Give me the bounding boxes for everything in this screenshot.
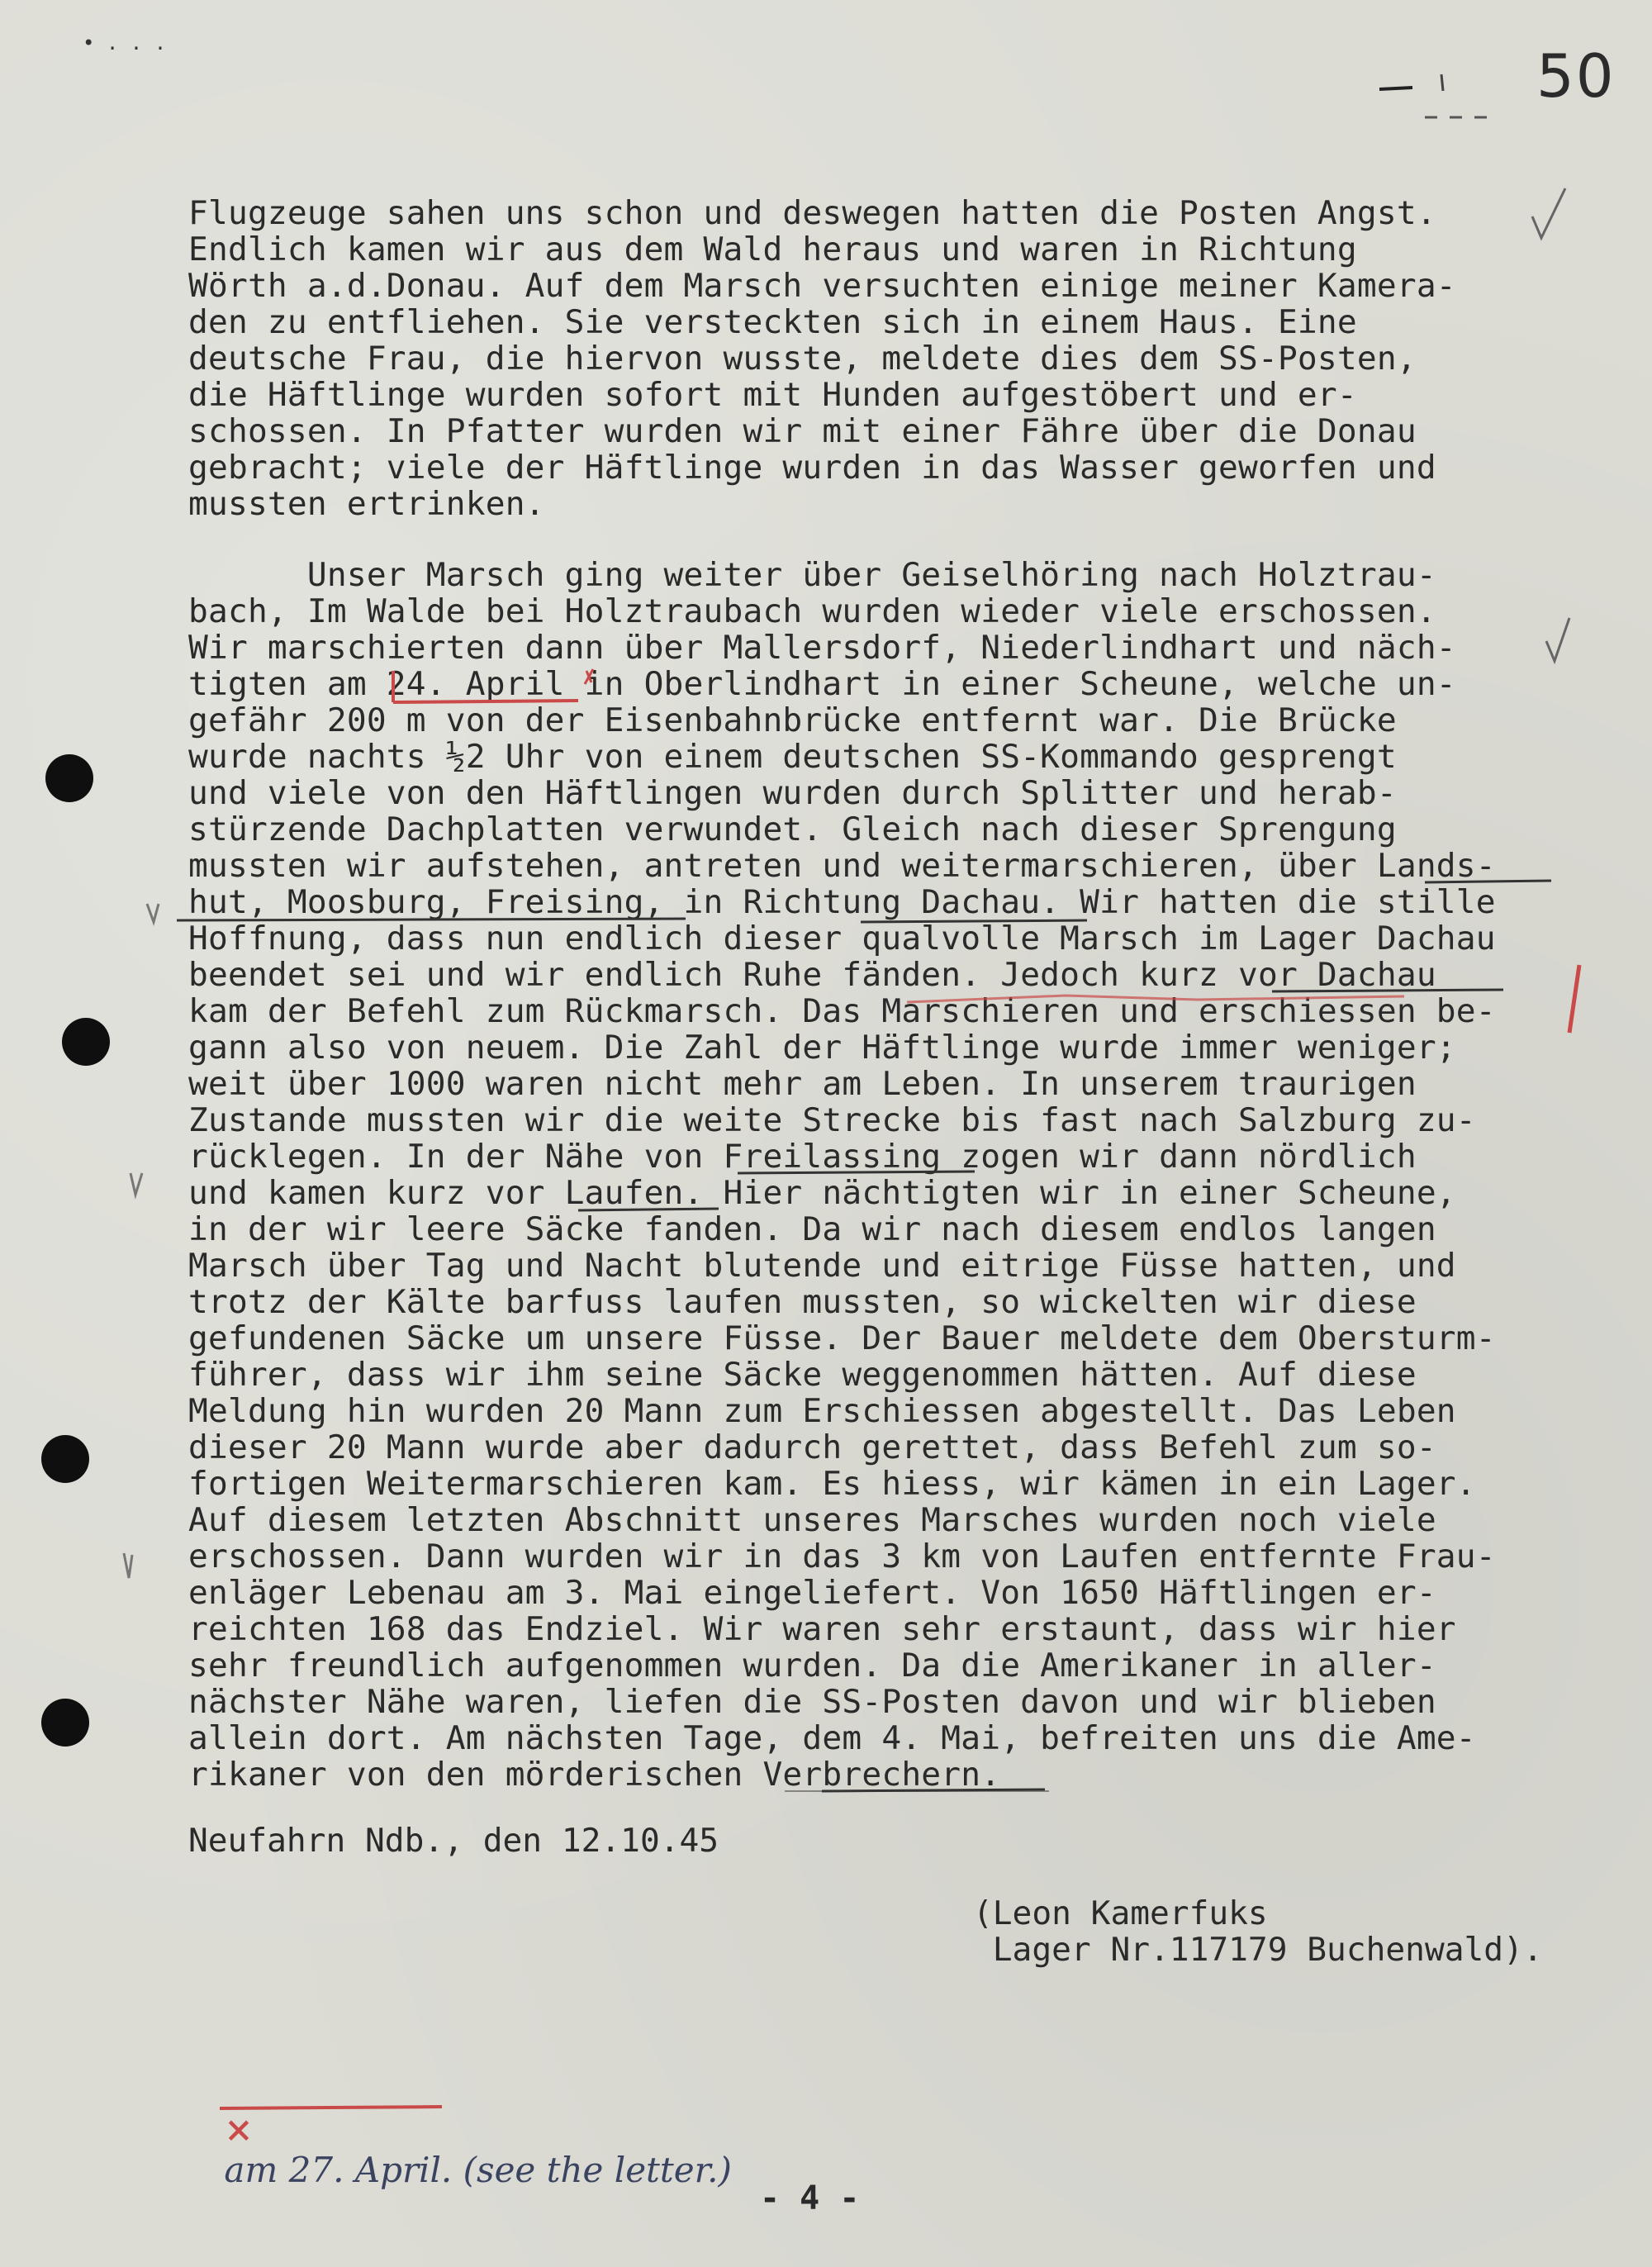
text-line: mussten wir aufstehen, antreten und weitermarschieren, über Lands- (188, 847, 1496, 885)
place-date: Neufahrn Ndb., den 12.10.45 (188, 1822, 719, 1860)
pencil-underline (177, 919, 686, 920)
pencil-underline (578, 1209, 719, 1210)
pencil-underline (861, 920, 1087, 922)
handwritten-star: × (224, 2109, 254, 2150)
page-number: 50 (1536, 41, 1616, 111)
red-pencil-mark (393, 671, 578, 702)
text-line: gann also von neuem. Die Zahl der Häftlinge wurde immer weniger; (188, 1029, 1456, 1067)
signature-line: Lager Nr.117179 Buchenwald). (973, 1931, 1543, 1969)
text-line: Meldung hin wurden 20 Mann zum Erschiessen abgestellt. Das Leben (188, 1392, 1456, 1430)
text-line: und viele von den Häftlingen wurden durch Splitter und herab- (188, 774, 1397, 812)
text-line: kam der Befehl zum Rückmarsch. Das Marschieren und erschiessen be- (188, 992, 1496, 1030)
check-mark-icon (124, 1553, 132, 1578)
text-line: Hoffnung, dass nun endlich dieser qualvolle Marsch im Lager Dachau (188, 920, 1496, 958)
text-line: Unser Marsch ging weiter über Geiselhöring nach Holztrau- (188, 556, 1436, 594)
text-line: fortigen Weitermarschieren kam. Es hiess, wir kämen in ein Lager. (188, 1465, 1476, 1503)
text-line: deutsche Frau, die hiervon wusste, meldete dies dem SS-Posten, (188, 340, 1417, 378)
text-line: rücklegen. In der Nähe von Freilassing zogen wir dann nördlich (188, 1138, 1417, 1176)
text-line: enläger Lebenau am 3. Mai eingeliefert. Von 1650 Häftlingen er- (188, 1574, 1436, 1612)
text-line: Marsch über Tag und Nacht blutende und eitrige Füsse hatten, und (188, 1247, 1456, 1285)
footer-page-number: - 4 - (760, 2179, 860, 2217)
text-line: sehr freundlich aufgenommen wurden. Da die Amerikaner in aller- (188, 1647, 1436, 1685)
text-line: Auf diesem letzten Abschnitt unseres Marsches wurden noch viele (188, 1501, 1436, 1539)
red-pencil-mark (585, 669, 593, 684)
text-line: in der wir leere Säcke fanden. Da wir nach diesem endlos langen (188, 1210, 1436, 1248)
pencil-underline (738, 1172, 975, 1173)
text-line: mussten ertrinken. (188, 485, 545, 523)
text-line: Zustande mussten wir die weite Strecke bis fast nach Salzburg zu- (188, 1101, 1476, 1139)
check-mark-icon (1532, 188, 1565, 238)
text-line: wurde nachts ½2 Uhr von einem deutschen SS-Kommando gesprengt (188, 738, 1397, 776)
text-line: reichten 168 das Endziel. Wir waren sehr erstaunt, dass wir hier (188, 1610, 1456, 1648)
red-pencil-mark (1569, 965, 1579, 1033)
text-line: die Häftlinge wurden sofort mit Hunden aufgestöbert und er- (188, 376, 1357, 414)
check-mark-icon (131, 1173, 142, 1195)
text-line: tigten am 24. April in Oberlindhart in einer Scheune, welche un- (188, 665, 1456, 703)
pencil-underline (1272, 990, 1503, 991)
text-line: bach, Im Walde bei Holztraubach wurden wieder viele erschossen. (188, 592, 1436, 630)
text-line: gebracht; viele der Häftlinge wurden in das Wasser geworfen und (188, 449, 1436, 487)
text-line: Endlich kamen wir aus dem Wald heraus und waren in Richtung (188, 231, 1357, 269)
text-line: erschossen. Dann wurden wir in das 3 km von Laufen entfernte Frau- (188, 1537, 1496, 1575)
text-line: weit über 1000 waren nicht mehr am Leben. In unserem traurigen (188, 1065, 1417, 1103)
text-line: trotz der Kälte barfuss laufen mussten, so wickelten wir diese (188, 1283, 1417, 1321)
text-line: allein dort. Am nächsten Tage, dem 4. Mai, befreiten uns die Ame- (188, 1719, 1476, 1757)
text-line: und kamen kurz vor Laufen. Hier nächtigten wir in einer Scheune, (188, 1174, 1456, 1212)
corner-marks: • . . . (83, 31, 167, 55)
signature-line: (Leon Kamerfuks (973, 1894, 1268, 1932)
text-line: rikaner von den mörderischen Verbrechern. (188, 1756, 1001, 1794)
text-line: Flugzeuge sahen uns schon und deswegen hatten die Posten Angst. (188, 194, 1436, 232)
text-line: beendet sei und wir endlich Ruhe fänden. Jedoch kurz vor Dachau (188, 956, 1436, 994)
text-line: nächster Nähe waren, liefen die SS-Posten davon und wir blieben (188, 1683, 1436, 1721)
text-line: dieser 20 Mann wurde aber dadurch gerettet, dass Befehl zum so- (188, 1428, 1436, 1466)
handwritten-note-text: am 27. April. (see the letter.) (224, 2150, 732, 2190)
text-line: führer, dass wir ihm seine Säcke weggenommen hätten. Auf diese (188, 1356, 1417, 1394)
text-line: Wörth a.d.Donau. Auf dem Marsch versuchten einige meiner Kamera- (188, 267, 1456, 305)
text-line: gefundenen Säcke um unsere Füsse. Der Bauer meldete dem Obersturm- (188, 1319, 1496, 1357)
text-line: schossen. In Pfatter wurden wir mit einer Fähre über die Donau (188, 412, 1417, 450)
text-line: den zu entfliehen. Sie versteckten sich in einem Haus. Eine (188, 303, 1357, 341)
text-line: Wir marschierten dann über Mallersdorf, Niederlindhart und näch- (188, 629, 1456, 667)
text-line: hut, Moosburg, Freising, in Richtung Dachau. Wir hatten die stille (188, 883, 1496, 921)
text-line: gefähr 200 m von der Eisenbahnbrücke entfernt war. Die Brücke (188, 701, 1397, 739)
red-pencil-mark (907, 996, 1404, 1002)
check-mark-icon (147, 904, 159, 922)
text-line: stürzende Dachplatten verwundet. Gleich nach dieser Sprengung (188, 810, 1397, 848)
pencil-underline (1425, 881, 1551, 882)
check-mark-icon (1546, 618, 1569, 661)
red-pencil-mark (220, 2107, 442, 2108)
